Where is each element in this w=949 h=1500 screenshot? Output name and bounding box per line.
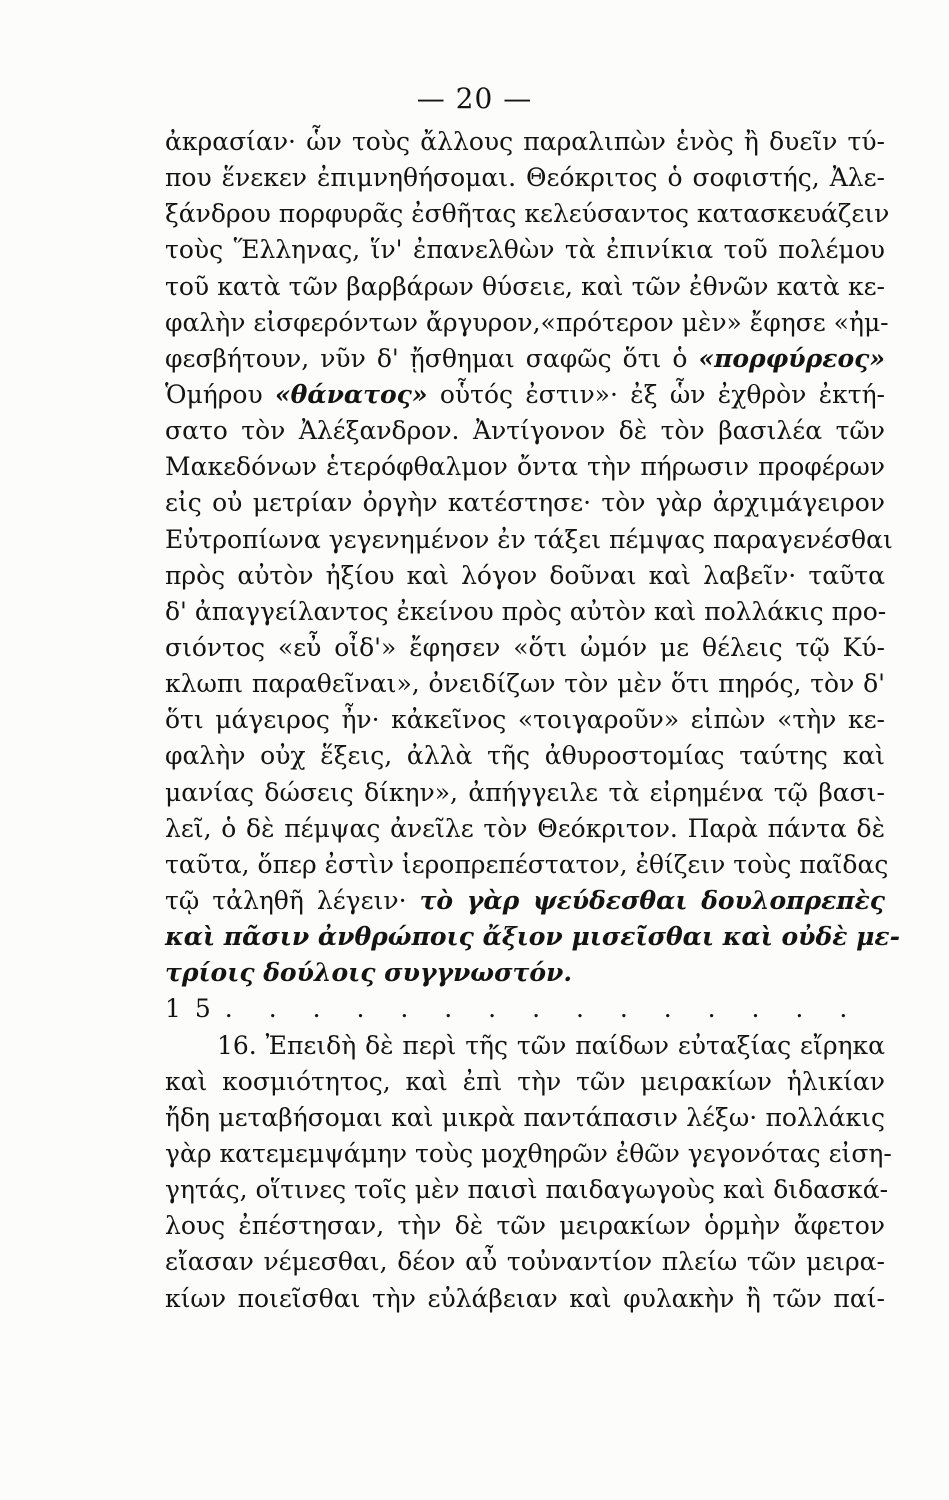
plain-text: τῷ τἀληθῆ λέγειν· — [165, 885, 407, 915]
text-line: ταῦτα, ὅπερ ἐστὶν ἱεροπρεπέστατον, ἐθίζειν τοὺς παῖδας — [165, 849, 889, 879]
text-line: σιόντος «εὖ οἶδ'» ἔφησεν «ὅτι ὠμόν με θέλεις τῷ Κύ- — [165, 632, 885, 662]
emphasized-word: «θάνατος» — [275, 379, 428, 409]
text-line: φαλὴν οὐχ ἕξεις, ἀλλὰ τῆς ἀθυροστομίας ταύτης καὶ — [165, 741, 885, 771]
text-line: πρὸς αὐτὸν ἠξίου καὶ λόγον δοῦναι καὶ λαβεῖν· ταῦτα — [165, 560, 885, 590]
emphasized-word: «πορφύρεος» — [698, 343, 885, 373]
text-line-mixed — [165, 883, 885, 919]
section-15-ellipsis: 15. . . . . . . . . . . . . . . — [165, 994, 862, 1024]
text-line: Ὁμήρου «θάνατος» οὗτός ἐστιν»· ἐξ ὧν ἐχθρὸν ἐκτή- — [165, 379, 885, 409]
text-line: τοὺς Ἕλληνας, ἵν' ἐπανελθὼν τὰ ἐπινίκια τοῦ πολέμου — [165, 235, 885, 265]
text-line: κλωπι παραθεῖναι», ὀνειδίζων τὸν μὲν ὅτι πηρός, τὸν δ' — [165, 669, 885, 699]
body-text — [165, 124, 900, 1317]
text-line: δ' ἀπαγγείλαντος ἐκείνου πρὸς αὐτὸν καὶ πολλάκις προ- — [165, 596, 887, 626]
text-line: 16. Ἐπειδὴ δὲ περὶ τῆς τῶν παίδων εὐταξίας εἴρηκα — [217, 1030, 885, 1060]
page-number: — 20 — — [416, 82, 533, 115]
text-line: φεσβήτουν, νῦν δ' ᾔσθημαι σαφῶς ὅτι ὁ «πορφύρεος» — [165, 343, 885, 373]
text-line: εἰς οὐ μετρίαν ὀργὴν κατέστησε· τὸν γὰρ ἀρχιμάγειρον — [165, 488, 885, 518]
emphasized-line: καὶ πᾶσιν ἀνθρώποις ἄξιον μισεῖσθαι καὶ οὐδὲ με- — [165, 922, 900, 952]
emphasized-line: τρίοις δούλοις συγγνωστόν. — [165, 958, 573, 988]
text-line: γητάς, οἵτινες τοῖς μὲν παισὶ παιδαγωγοὺς καὶ διδασκά- — [165, 1175, 889, 1205]
text-line: σατο τὸν Ἀλέξανδρον. Ἀντίγονον δὲ τὸν βασιλέα τῶν — [165, 416, 885, 446]
text-line: καὶ κοσμιότητος, καὶ ἐπὶ τὴν τῶν μειρακίων ἡλικίαν — [165, 1066, 885, 1096]
text-line: ξάνδρου πορφυρᾶς ἐσθῆτας κελεύσαντος κατασκευάζειν — [165, 199, 890, 229]
text-line: ἤδη μεταβήσομαι καὶ μικρὰ παντάπασιν λέξω· πολλάκις — [165, 1102, 885, 1132]
emphasized-text: τὸ γὰρ ψεύδεσθαι δουλοπρεπὲς — [419, 885, 885, 915]
text-line: κίων ποιεῖσθαι τὴν εὐλάβειαν καὶ φυλακὴν ἢ τῶν παί- — [165, 1283, 885, 1313]
text-line: ὅτι μάγειρος ἦν· κἀκεῖνος «τοιγαροῦν» εἰπὼν «τὴν κε- — [165, 705, 885, 735]
text-line: λεῖ, ὁ δὲ πέμψας ἀνεῖλε τὸν Θεόκριτον. Παρὰ πάντα δὲ — [165, 813, 885, 843]
text-line: Μακεδόνων ἑτερόφθαλμον ὄντα τὴν πήρωσιν προφέρων — [165, 452, 885, 482]
text-line: που ἕνεκεν ἐπιμνηθήσομαι. Θεόκριτος ὁ σοφιστής, Ἀλε- — [165, 163, 885, 193]
text-line: γὰρ κατεμεμψάμην τοὺς μοχθηρῶν ἐθῶν γεγονότας εἰση- — [165, 1138, 892, 1168]
text-line: Εὐτροπίωνα γεγενημένον ἐν τάξει πέμψας παραγενέσθαι — [165, 524, 893, 554]
text-line: τοῦ κατὰ τῶν βαρβάρων θύσειε, καὶ τῶν ἐθνῶν κατὰ κε- — [165, 271, 885, 301]
text-line: ἀκρασίαν· ὧν τοὺς ἄλλους παραλιπὼν ἑνὸς ἢ δυεῖν τύ- — [165, 127, 885, 156]
text-line: εἴασαν νέμεσθαι, δέον αὖ τοὐναντίον πλείω τῶν μειρα- — [165, 1247, 885, 1277]
text-line: φαλὴν εἰσφερόντων ἄργυρον,«πρότερον μὲν» ἔφησε «ἠμ- — [165, 307, 889, 337]
text-line: μανίας δώσεις δίκην», ἀπήγγειλε τὰ εἰρημένα τῷ βασι- — [165, 777, 885, 807]
text-line: λους ἐπέστησαν, τὴν δὲ τῶν μειρακίων ὁρμὴν ἄφετον — [165, 1211, 885, 1241]
